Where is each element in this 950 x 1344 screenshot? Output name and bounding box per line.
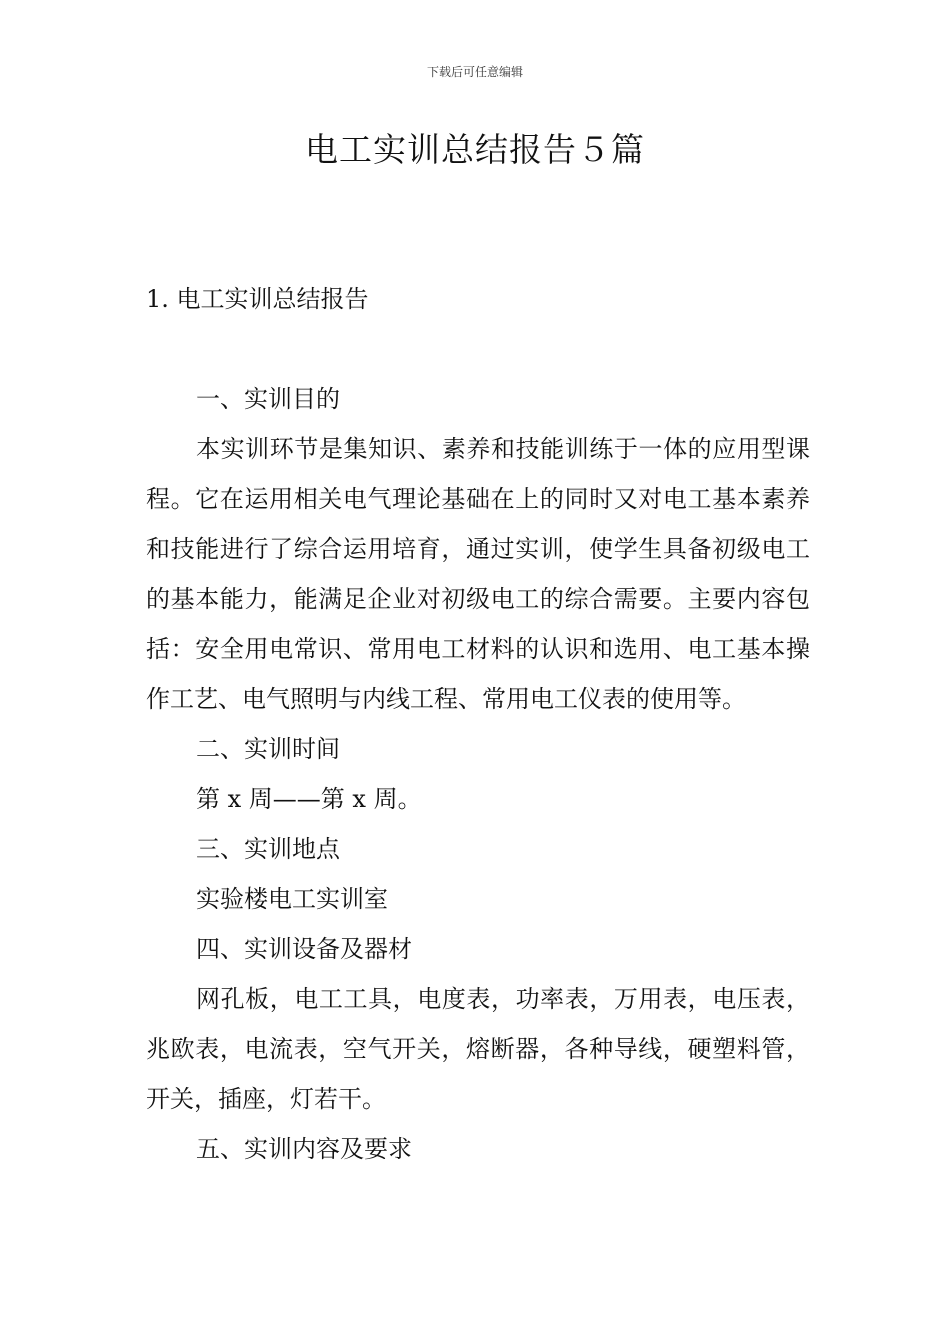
subheading-content: 五、实训内容及要求 (196, 1135, 412, 1163)
section-heading: 1. 电工实训总结报告 (146, 285, 369, 313)
paragraph-purpose: 本实训环节是集知识、素养和技能训练于一体的应用型课程。它在运用相关电气理论基础在上的同时又对电工基本素养和技能进行了综合运用培育，通过实训，使学生具备初级电工的基本能力，能满足企业对初级电工的综合需要。主要内容包括：安全用电常识、常用电工材料的认识和选用、电工基本操作工艺、电气照明与内线工程、常用电工仪表的使用等。 (146, 435, 810, 713)
paragraph-equipment: 网孔板，电工工具，电度表，功率表，万用表，电压表，兆欧表，电流表，空气开关，熔断器，各种导线，硬塑料管，开关，插座，灯若干。 (146, 985, 810, 1113)
subheading-equipment: 四、实训设备及器材 (196, 935, 412, 963)
document-body (146, 374, 810, 1174)
paragraph-time: 第 x 周——第 x 周。 (196, 785, 422, 813)
subheading-time: 二、实训时间 (196, 735, 340, 763)
subheading-purpose: 一、实训目的 (196, 385, 340, 413)
document-title: 电工实训总结报告５篇 (305, 130, 645, 169)
subheading-location: 三、实训地点 (196, 835, 340, 863)
paragraph-location: 实验楼电工实训室 (196, 885, 388, 913)
page-header-note: 下载后可任意编辑 (426, 65, 523, 79)
